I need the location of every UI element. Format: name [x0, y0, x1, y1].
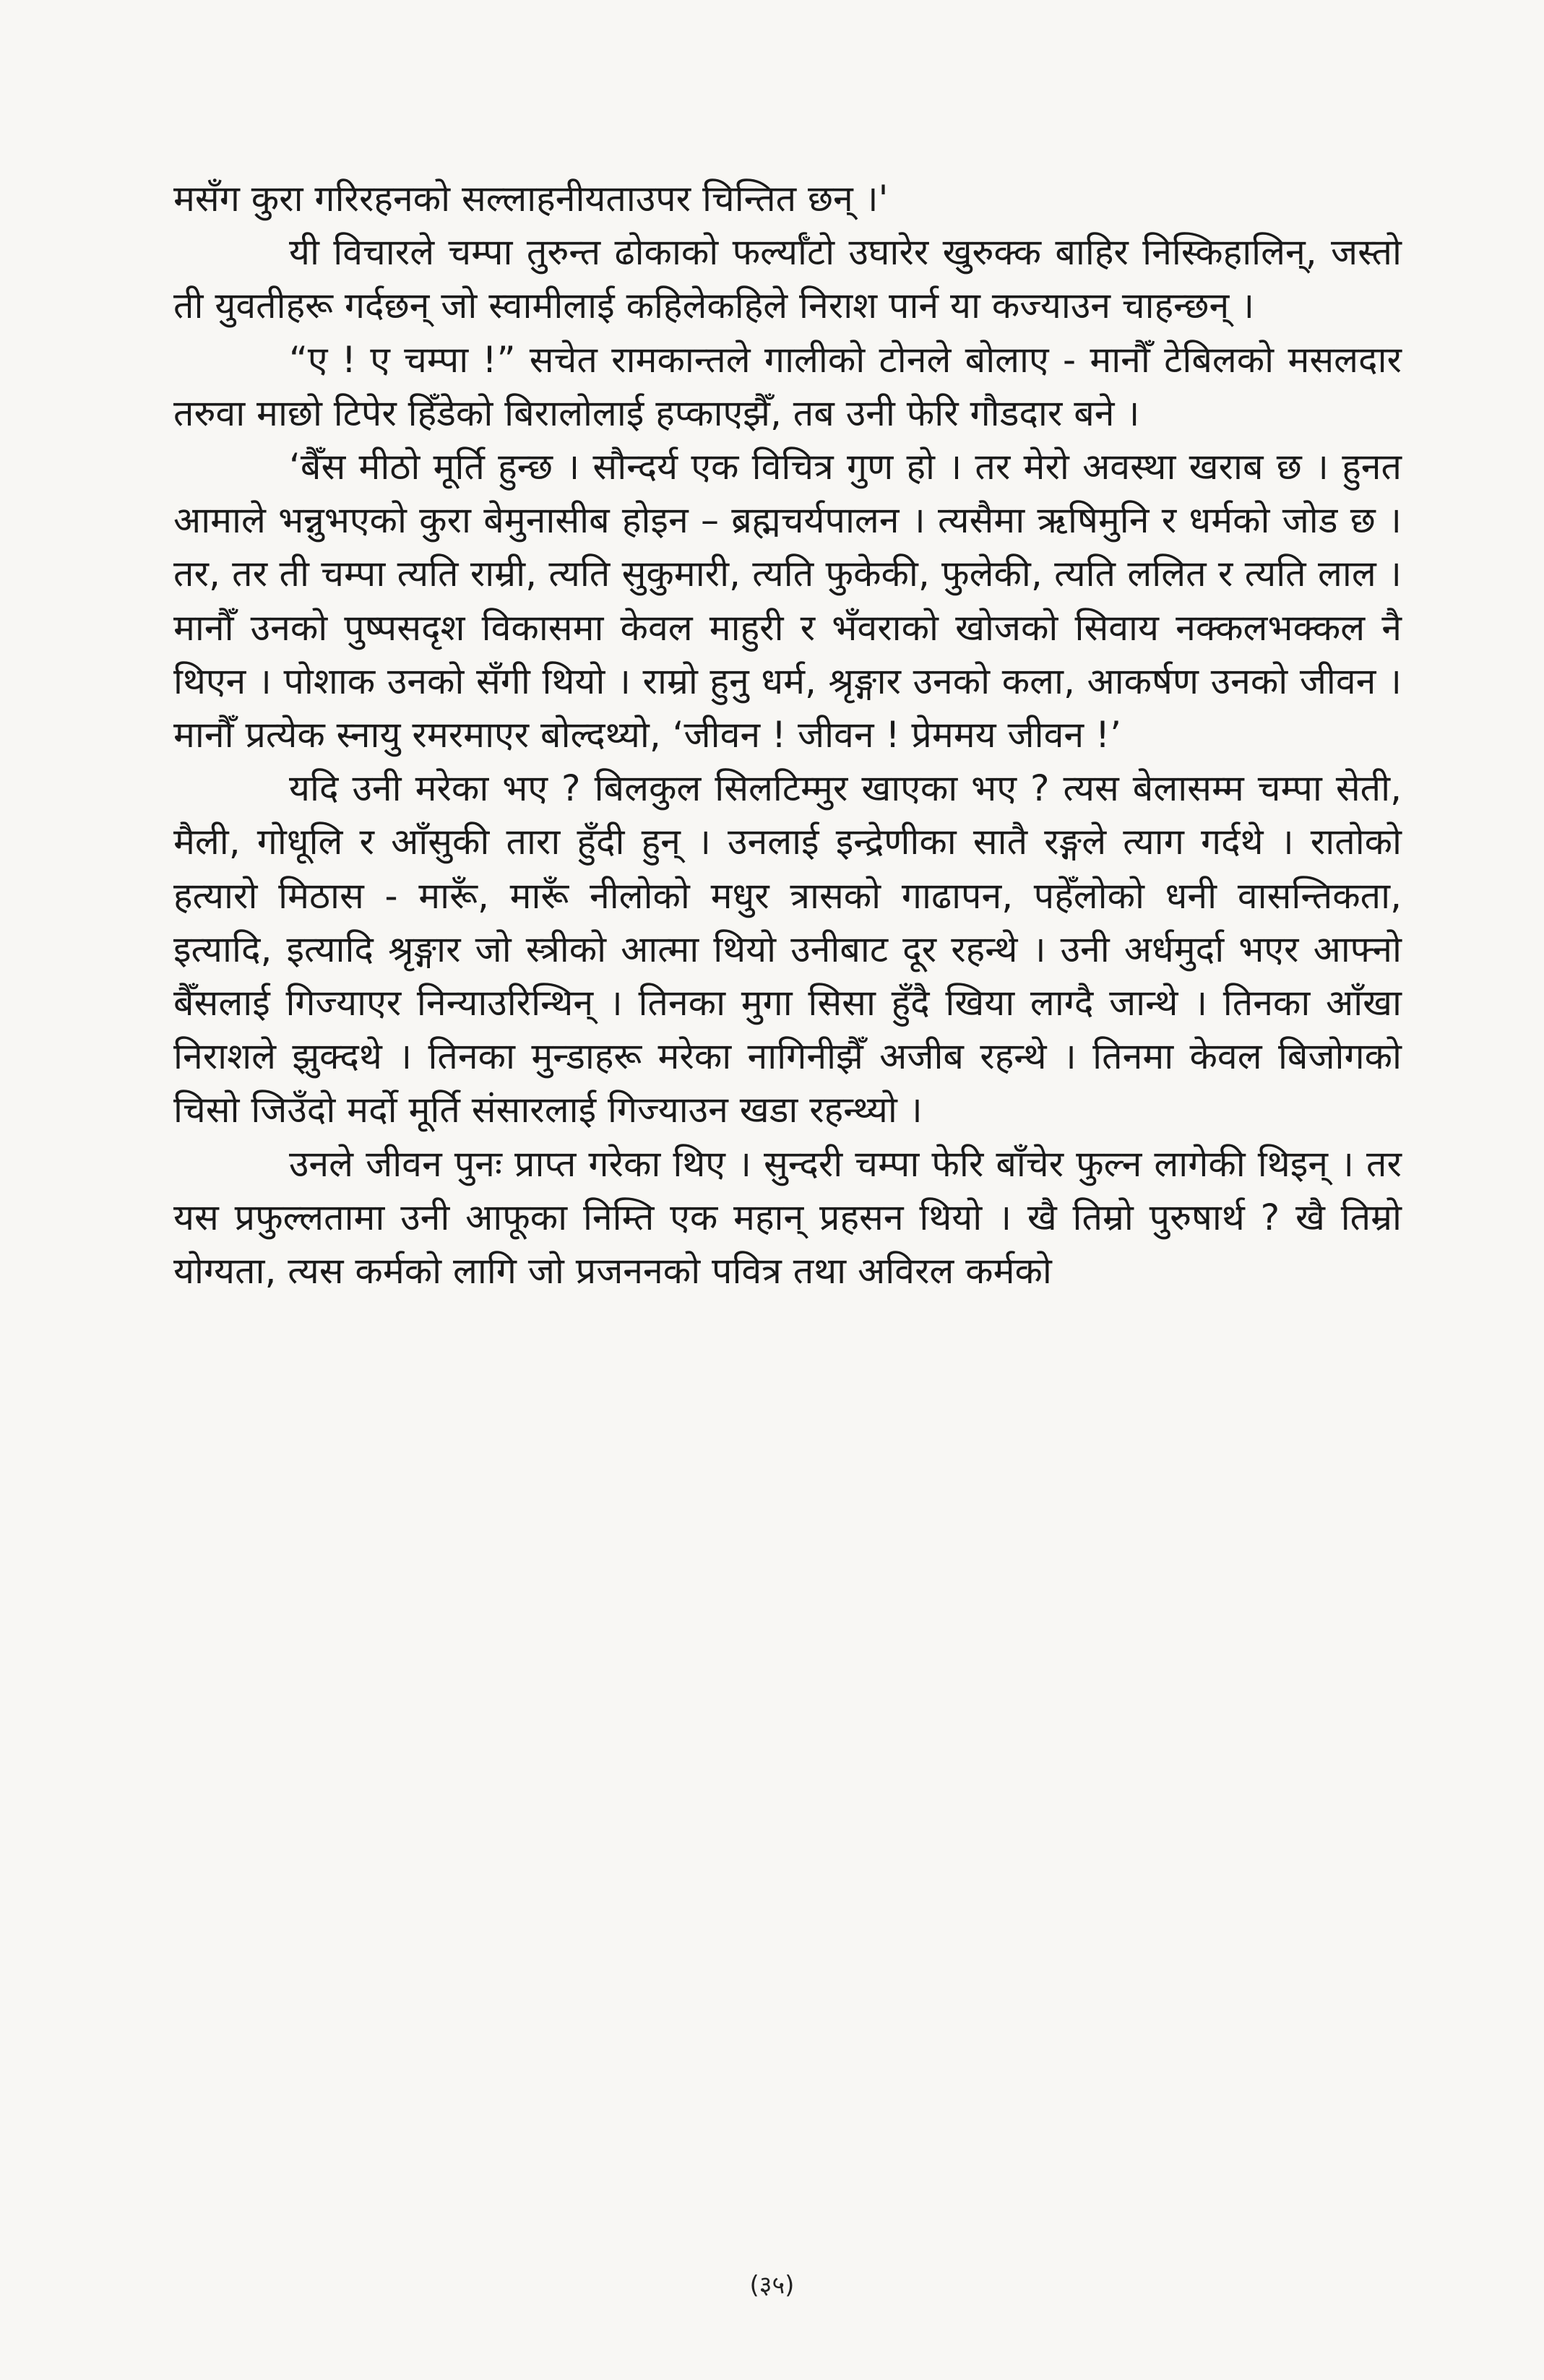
- paragraph-5: यदि उनी मरेका भए ? बिलकुल सिलटिम्मुर खाएका भए ? त्यस बेलासम्म चम्पा सेती, मैली, गोधूलि र आँसुकी तारा हुँदी हुन् । उनलाई इन्द्रेणीका सातै रङ्गले त्याग गर्दथे । रातोको हत्यारो मिठास - मारूँ, मारूँ नीलोको मधुर त्रासको गाढापन, पहेँलोको धनी वासन्तिकता, इत्यादि, इत्यादि श्रृङ्गार जो स्त्रीको आत्मा थियो उनीबाट दूर रहन्थे । उनी अर्धमुर्दा भएर आफ्नो बैँसलाई गिज्याएर निन्याउरिन्थिन् । तिनका मुगा सिसा हुँदै खिया लाग्दै जान्थे । तिनका आँखा निराशले झुक्दथे । तिनका मुन्डाहरू मरेका नागिनीझैँ अजीब रहन्थे । तिनमा केवल बिजोगको चिसो जिउँदो मर्दो मूर्ति संसारलाई गिज्याउन खडा रहन्थ्यो ।: [173, 767, 1402, 1131]
- paragraph-6: उनले जीवन पुनः प्राप्त गरेका थिए । सुन्दरी चम्पा फेरि बाँचेर फुल्न लागेकी थिइन् । तर यस प्रफुल्लतामा उनी आफूका निम्ति एक महान् प्रहसन थियो । खै तिम्रो पुरुषार्थ ? खै तिम्रो योग्यता, त्यस कर्मको लागि जो प्रजननको पवित्र तथा अविरल कर्मको: [173, 1142, 1402, 1293]
- paragraph-3: “ए ! ए चम्पा !” सचेत रामकान्तले गालीको टोनले बोलाए - मानौँ टेबिलको मसलदार तरुवा माछो टिपेर हिँडेको बिरालोलाई हप्काएझैँ, तब उनी फेरि गौडदार बने ।: [173, 338, 1402, 434]
- page-number: (३५): [749, 2271, 795, 2300]
- paragraph-1: मसँग कुरा गरिरहनको सल्लाहनीयताउपर चिन्तित छन् ।': [173, 178, 889, 220]
- paragraph-4: ‘बैँस मीठो मूर्ति हुन्छ । सौन्दर्य एक विचित्र गुण हो । तर मेरो अवस्था खराब छ । हुनत आमाले भन्नुभएको कुरा बेमुनासीब होइन – ब्रह्मचर्यपालन । त्यसैमा ऋषिमुनि र धर्मको जोड छ । तर, तर ती चम्पा त्यति राम्री, त्यति सुकुमारी, त्यति फुकेकी, फुलेकी, त्यति ललित र त्यति लाल । मानौँ उनको पुष्पसदृश विकासमा केवल माहुरी र भँवराको खोजको सिवाय नक्कलभक्कल नै थिएन । पोशाक उनको सँगी थियो । राम्रो हुनु धर्म, श्रृङ्गार उनको कला, आकर्षण उनको जीवन । मानौँ प्रत्येक स्नायु रमरमाएर बोल्दथ्यो, ‘जीवन ! जीवन ! प्रेममय जीवन !’: [173, 446, 1402, 756]
- paragraph-2: यी विचारले चम्पा तुरुन्त ढोकाको फर्ल्याँटो उघारेर खुरुक्क बाहिर निस्किहालिन्, जस्तो ती युवतीहरू गर्दछन् जो स्वामीलाई कहिलेकहिले निराश पार्न या कज्याउन चाहन्छन् ।: [173, 231, 1402, 327]
- body-text: [173, 172, 1402, 1298]
